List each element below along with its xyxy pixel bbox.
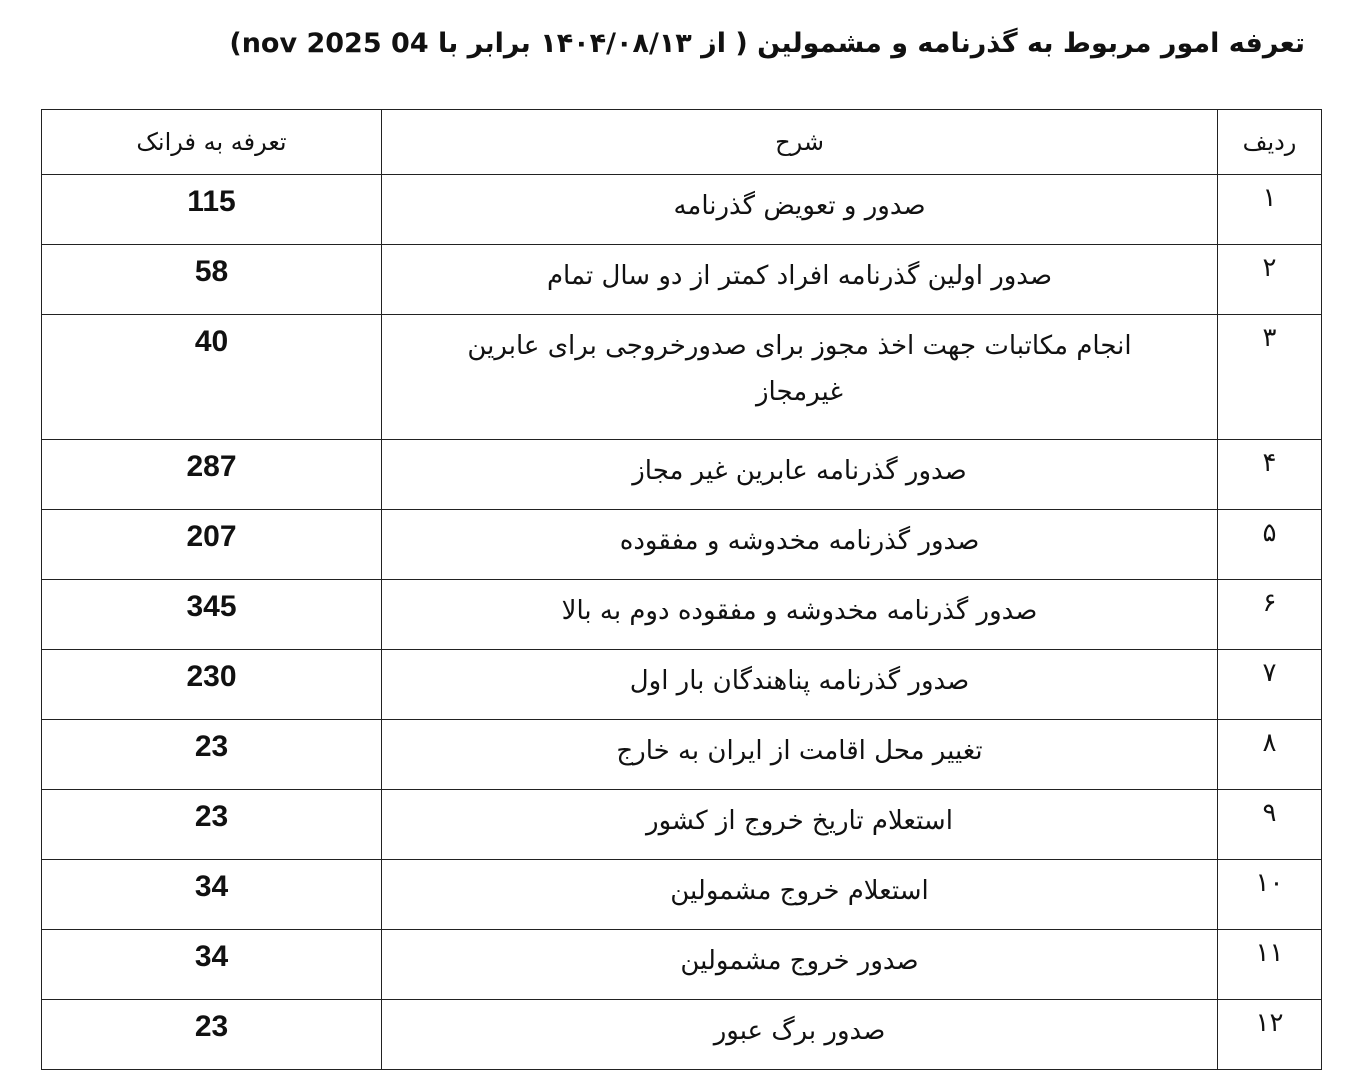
table-row: [42, 930, 1322, 1000]
row-description: صدور گذرنامه پناهندگان بار اول: [382, 650, 1218, 720]
row-number: ۷: [1218, 650, 1322, 720]
row-number: ۴: [1218, 440, 1322, 510]
row-description: صدور گذرنامه مخدوشه و مفقوده: [382, 510, 1218, 580]
row-number: ۱۱: [1218, 930, 1322, 1000]
table-row: [42, 245, 1322, 315]
row-fee: 115: [42, 175, 382, 245]
row-description: صدور اولین گذرنامه افراد کمتر از دو سال تمام: [382, 245, 1218, 315]
tariff-table: [41, 109, 1322, 1070]
row-number: ۲: [1218, 245, 1322, 315]
table-row: [42, 580, 1322, 650]
row-fee: 230: [42, 650, 382, 720]
row-number: ۶: [1218, 580, 1322, 650]
row-fee: 34: [42, 860, 382, 930]
table-row: [42, 440, 1322, 510]
header-fee: تعرفه به فرانک: [42, 110, 382, 175]
row-number: ۳: [1218, 315, 1322, 440]
table-row: [42, 315, 1322, 440]
table-row: [42, 720, 1322, 790]
row-fee: 287: [42, 440, 382, 510]
row-fee: 40: [42, 315, 382, 440]
row-description: صدور و تعویض گذرنامه: [382, 175, 1218, 245]
row-description: صدور گذرنامه مخدوشه و مفقوده دوم به بالا: [382, 580, 1218, 650]
row-number: ۹: [1218, 790, 1322, 860]
table-row: [42, 175, 1322, 245]
row-fee: 23: [42, 720, 382, 790]
row-number: ۵: [1218, 510, 1322, 580]
table-row: [42, 1000, 1322, 1070]
table-row: [42, 650, 1322, 720]
row-fee: 345: [42, 580, 382, 650]
row-number: ۸: [1218, 720, 1322, 790]
row-description: استعلام تاریخ خروج از کشور: [382, 790, 1218, 860]
header-row-number: ردیف: [1218, 110, 1322, 175]
row-fee: 34: [42, 930, 382, 1000]
table-header-row: [42, 110, 1322, 175]
row-description: انجام مکاتبات جهت اخذ مجوز برای صدورخروجی برای عابرین غیرمجاز: [382, 315, 1218, 440]
row-number: ۱۲: [1218, 1000, 1322, 1070]
row-description: استعلام خروج مشمولین: [382, 860, 1218, 930]
row-number: ۱: [1218, 175, 1322, 245]
row-fee: 23: [42, 1000, 382, 1070]
row-description: صدور گذرنامه عابرین غیر مجاز: [382, 440, 1218, 510]
page-title: تعرفه امور مربوط به گذرنامه و مشمولین ( از ۱۴۰۴/۰۸/۱۳ برابر با 04 nov 2025): [229, 28, 1305, 59]
table-row: [42, 510, 1322, 580]
row-fee: 23: [42, 790, 382, 860]
row-description: صدور خروج مشمولین: [382, 930, 1218, 1000]
row-number: ۱۰: [1218, 860, 1322, 930]
row-description: تغییر محل اقامت از ایران به خارج: [382, 720, 1218, 790]
table-row: [42, 790, 1322, 860]
row-description: صدور برگ عبور: [382, 1000, 1218, 1070]
row-fee: 58: [42, 245, 382, 315]
header-description: شرح: [382, 110, 1218, 175]
row-fee: 207: [42, 510, 382, 580]
table-row: [42, 860, 1322, 930]
